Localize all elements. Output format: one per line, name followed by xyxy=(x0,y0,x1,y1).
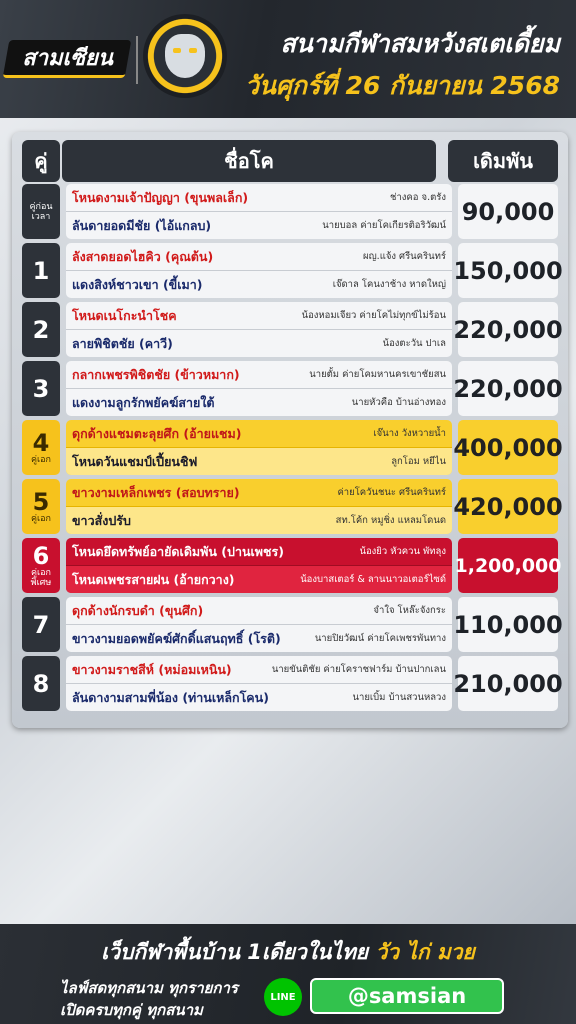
contestant-b-owner: นายหัวคือ บ้านอ่างทอง xyxy=(351,396,446,408)
contestant-a-name: ดุกด้างนักรบดำ (ขุนศึก) xyxy=(72,602,204,618)
bet-amount: 150,000 xyxy=(458,243,558,298)
event-date: วันศุกร์ที่ 26 กันยายน 2568 xyxy=(244,71,560,100)
contestant-b xyxy=(66,565,452,593)
bet-amount: 110,000 xyxy=(458,597,558,652)
contestant-b-owner: นายเบิ้ม บ้านสวนหลวง xyxy=(352,691,446,703)
table-row xyxy=(22,479,563,534)
pair-number-value: 8 xyxy=(32,669,50,698)
contestant-a-name: ลังสาดยอดไฮคิว (คุณต้น) xyxy=(72,248,214,264)
contestants xyxy=(66,243,452,298)
contestant-a-owner: ผญ.แจ้ง ศรีนครินทร์ xyxy=(363,250,446,262)
contestant-b-name: ลันดางามสามพี่น้อง (ท่านเหล็กโคน) xyxy=(72,689,269,705)
contestant-a xyxy=(66,302,452,329)
bull-logo-icon xyxy=(143,14,227,98)
contestant-b-name: โหนดวันแชมป์เปี้ยนชิฟ xyxy=(72,453,198,469)
pair-tag: คู่เอก xyxy=(31,454,51,465)
line-id-button[interactable]: @samsian xyxy=(310,978,504,1014)
contestant-a xyxy=(66,538,452,565)
table-row xyxy=(22,538,562,593)
contestant-b xyxy=(66,270,452,298)
contestant-b xyxy=(66,506,452,534)
contestant-b-owner: นายปิยวัฒน์ ค่ายโคเพชรพันทาง xyxy=(314,632,446,644)
bet-amount: 220,000 xyxy=(458,361,558,416)
contestant-a-name: ขาวงามราชสีห์ (หม่อมเหนิน) xyxy=(72,661,232,677)
pair-number xyxy=(22,184,60,239)
contestant-a xyxy=(66,597,452,624)
pair-number xyxy=(22,479,60,534)
contestant-a-owner: เจ๊นาง วังหวายน้ำ xyxy=(373,427,446,439)
contestant-b-name: ขาวงามยอดพยัคฆ์ศักดิ์แสนฤทธิ์ (โรติ) xyxy=(72,630,281,646)
header xyxy=(0,0,576,118)
pair-number xyxy=(22,302,60,357)
contestants xyxy=(66,302,452,357)
table-row xyxy=(22,420,563,475)
contestant-a-owner: ค่ายโควันชนะ ศรีนครินทร์ xyxy=(337,486,446,498)
footer-line-1: ไลฟ์สดทุกสนาม ทุกรายการ xyxy=(60,979,238,997)
bet-amount: 1,200,000 xyxy=(458,538,558,593)
pair-number-value: 4 xyxy=(32,428,50,457)
contestant-b xyxy=(66,211,452,239)
pair-tag: คู่เอก xyxy=(31,513,51,524)
logo-divider xyxy=(136,36,138,84)
contestant-a-owner: น้องหอมเจียว ค่ายโคไม่ทุกข์ไม่ร้อน xyxy=(301,309,446,321)
contestant-b-owner: นายบอล ค่ายโคเกียรติอริวัฒน์ xyxy=(322,219,446,231)
pair-number xyxy=(22,243,60,298)
contestant-a xyxy=(66,184,452,211)
contestant-b-owner: น้องบาสเตอร์ & ลานนาวอเตอร์ไซด์ xyxy=(300,573,446,585)
contestant-b xyxy=(66,683,452,711)
column-header-bet: เดิมพัน xyxy=(448,140,558,182)
slogan-main: เว็บกีฬาพื้นบ้าน 1เดียวในไทย xyxy=(101,940,369,964)
contestants xyxy=(66,597,452,652)
pair-number xyxy=(22,656,60,711)
contestant-a xyxy=(66,420,452,447)
footer-line-2: เปิดครบทุกคู่ ทุกสนาม xyxy=(60,1001,203,1019)
pair-number xyxy=(22,420,60,475)
contestant-b-owner: น้องตะวัน ปาเล xyxy=(382,337,446,349)
contestant-b xyxy=(66,624,452,652)
table-row xyxy=(22,361,563,416)
pair-tag: คู่เอกพิเศษ xyxy=(30,567,52,588)
pair-number xyxy=(22,361,60,416)
pair-tag: คู่ก่อนเวลา xyxy=(29,201,53,222)
contestant-a-owner: จำใจ โหล๊ะจังกระ xyxy=(373,604,446,616)
contestant-a xyxy=(66,479,452,506)
bet-amount: 420,000 xyxy=(458,479,558,534)
contestant-b-name: แดงสิงห์ชาวเขา (ขี้เมา) xyxy=(72,276,203,292)
contestant-a xyxy=(66,243,452,270)
contestant-a-owner: น้องยิว หัวควน พัทลุง xyxy=(359,545,446,557)
pair-number xyxy=(22,538,60,593)
line-app-icon[interactable]: LINE xyxy=(264,978,302,1016)
brand-name: สามเซียน xyxy=(21,46,113,71)
pair-number xyxy=(22,597,60,652)
bet-amount: 400,000 xyxy=(458,420,558,475)
contestants xyxy=(66,420,452,475)
contestant-a-owner: นายขันติชัย ค่ายโคราชฟาร์ม บ้านปากเลน xyxy=(271,663,446,675)
stadium-title: สนามกีฬาสมหวังสเตเดี้ยม xyxy=(280,29,560,58)
contestant-a-name: โหนดงามเจ้าปัญญา (ขุนพลเล็ก) xyxy=(72,189,249,205)
contestant-a-owner: ช่างคอ จ.ตรัง xyxy=(390,191,446,203)
contestant-b xyxy=(66,388,452,416)
contestant-b-name: ลายพิชิตชัย (คาวี) xyxy=(72,335,173,351)
pair-number-value: 2 xyxy=(32,315,50,344)
contestant-a-owner: นายตั้ม ค่ายโคมหานครเขาชัยสน xyxy=(309,368,446,380)
contestant-a-name: ขาวงามเหล็กเพชร (สอบทราย) xyxy=(72,484,240,500)
contestant-a-name: โหนดเนโกะนำโชค xyxy=(72,307,177,323)
slogan xyxy=(0,936,576,969)
contestant-a-name: โหนดยึดทรัพย์อายัดเดิมพัน (ปานเพชร) xyxy=(72,543,284,559)
contestants xyxy=(66,538,452,593)
contestant-a xyxy=(66,656,452,683)
contestant-b-name: ลันดายอดมีชัย (ไอ้แกลบ) xyxy=(72,217,212,233)
column-header-names: ชื่อโค xyxy=(62,140,436,182)
table-row xyxy=(22,656,563,711)
pair-number-value: 7 xyxy=(32,610,50,639)
contestant-b-name: แดงงามลูกรักพยัคฆ์สายใต้ xyxy=(72,394,215,410)
table-row xyxy=(22,184,558,239)
bet-amount: 90,000 xyxy=(458,184,558,239)
contestant-b-owner: เจ๊ดาล โคนงาช้าง หาดใหญ่ xyxy=(332,278,446,290)
contestant-a xyxy=(66,361,452,388)
pair-number-value: 1 xyxy=(32,256,50,285)
fight-card-table xyxy=(12,132,568,728)
column-header-pair: คู่ xyxy=(22,140,60,182)
contestant-a-name: ดุกด้างแชมตะลุยศึก (อ้ายแชม) xyxy=(72,425,242,441)
contestants xyxy=(66,479,452,534)
slogan-highlight: วัว ไก่ มวย xyxy=(375,940,475,964)
table-row xyxy=(22,243,563,298)
pair-number-value: 6 xyxy=(32,541,50,570)
contestants xyxy=(66,184,452,239)
contestants xyxy=(66,656,452,711)
contestant-b-name: ขาวสั่งปรับ xyxy=(72,512,131,528)
footer xyxy=(0,924,576,1024)
contestant-b xyxy=(66,447,452,475)
pair-number-value: 3 xyxy=(32,374,50,403)
bet-amount: 210,000 xyxy=(458,656,558,711)
brand-logo xyxy=(3,40,132,78)
contestant-b xyxy=(66,329,452,357)
contestant-b-owner: สท.โค้ก หมูชิ่ง แหลมโดนด xyxy=(335,514,446,526)
contestants xyxy=(66,361,452,416)
table-row xyxy=(22,302,563,357)
contestant-b-owner: ลูกโอม หยีไน xyxy=(391,455,446,467)
pair-number-value: 5 xyxy=(32,487,50,516)
contestant-a-name: กลากเพชรพิชิตชัย (ข้าวหมาก) xyxy=(72,366,240,382)
table-row xyxy=(22,597,563,652)
contestant-b-name: โหนดเพชรสายฝน (อ้ายกวาง) xyxy=(72,571,235,587)
bet-amount: 220,000 xyxy=(458,302,558,357)
